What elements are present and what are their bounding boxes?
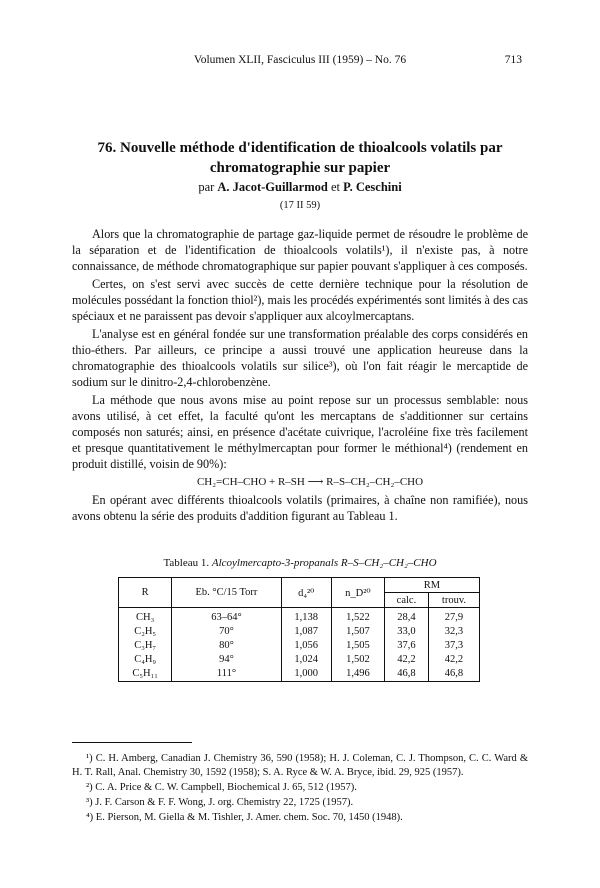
and-word: et [330, 180, 340, 194]
table-cell: 1,496 [331, 667, 384, 682]
column-header: Eb. °C/15 Torr [172, 578, 281, 608]
table-cell: 80° [172, 639, 281, 653]
table-cell: 42,2 [384, 653, 428, 667]
table-cell: 1,505 [331, 639, 384, 653]
table-label: Tableau 1. [163, 557, 210, 569]
author-name: A. Jacot-Guillarmod [217, 180, 328, 194]
column-header: d₄²⁰ [281, 578, 331, 608]
footnote: ³) J. F. Carson & F. F. Wong, J. org. Chemistry 22, 1725 (1957). [86, 797, 354, 808]
paragraph: Certes, on s'est servi avec succès de cette dernière technique pour la résolution de molécules possédant la fonction thiol²), mais les procédés expérimentés sont limités à des cas spéciaux et ne paraissent pas devoir s'appliquer aux alcoylmercaptans. [72, 277, 528, 323]
data-table [118, 577, 480, 682]
table-cell: 28,4 [384, 608, 428, 626]
author-line [70, 180, 530, 195]
table-cell: 1,024 [281, 653, 331, 667]
column-header: calc. [384, 593, 428, 608]
footnote-divider [72, 742, 192, 743]
column-header: trouv. [428, 593, 479, 608]
article-title: 76. Nouvelle méthode d'identification de thioalcools volatils par chromatographie sur papier [97, 140, 503, 176]
table-cell: 1,000 [281, 667, 331, 682]
table-cell: C₂H₅ [119, 625, 172, 639]
table-row [119, 653, 480, 667]
table-cell: 1,502 [331, 653, 384, 667]
table-cell: C₅H₁₁ [119, 667, 172, 682]
table-cell: 1,522 [331, 608, 384, 626]
table-cell: 1,087 [281, 625, 331, 639]
paragraph: En opérant avec différents thioalcools volatils (primaires, à chaîne non ramifiée), nous avons obtenu la série des produits d'addition figurant au Tableau 1. [72, 493, 528, 523]
table-cell: 46,8 [428, 667, 479, 682]
table-cell: 1,138 [281, 608, 331, 626]
reaction-equation: CH₂=CH–CHO + R–SH ⟶ R–S–CH₂–CH₂–CHO [196, 476, 424, 488]
column-header: n_D²⁰ [331, 578, 384, 608]
page-number: 713 [504, 54, 522, 66]
table-cell: 94° [172, 653, 281, 667]
volume-info: Volumen XLII, Fasciculus III (1959) – No. 76 [193, 54, 407, 66]
table-row [119, 667, 480, 682]
table-row [119, 639, 480, 653]
table-cell: 37,3 [428, 639, 479, 653]
table-row [119, 608, 480, 626]
author-name: P. Ceschini [343, 180, 402, 194]
table-cell: CH₃ [119, 608, 172, 626]
column-header: R [119, 578, 172, 608]
paragraph: Alors que la chromatographie de partage gaz-liquide permet de résoudre le problème de la séparation et de l'identification de thioalcools volatils¹), il n'existe pas, à notre connaissance, de méthode chromatographique sur papier pouvant s'appliquer à ces composés. [72, 227, 528, 273]
article-body [72, 226, 528, 526]
table-title: Alcoylmercapto-3-propanals R–S–CH₂–CH₂–CHO [211, 557, 437, 569]
table-cell: 27,9 [428, 608, 479, 626]
table-cell: 46,8 [384, 667, 428, 682]
table-cell: 111° [172, 667, 281, 682]
table-cell: C₃H₇ [119, 639, 172, 653]
paragraph: La méthode que nous avons mise au point repose sur un processus semblable: nous avons utilisé, à cet effet, la faculté qu'ont les mercaptans de s'additionner sur certains composés non saturés; ainsi, en présence d'acétate cuivrique, l'acroléine fixe très facilement et presque quantitativement le méthylmercaptan pour former le méthional⁴) (rendement en produit distillé, voisin de 90%): [72, 393, 528, 471]
table-cell: 70° [172, 625, 281, 639]
table-caption [70, 557, 530, 569]
table-cell: 1,507 [331, 625, 384, 639]
footnotes [72, 752, 528, 826]
received-date: (17 II 59) [279, 200, 321, 211]
table-cell: 32,3 [428, 625, 479, 639]
table-cell: 1,056 [281, 639, 331, 653]
paragraph: L'analyse est en général fondée sur une transformation préalable des corps considérés en thio-éthers. Par ailleurs, ce principe a aussi trouvé une application heureuse dans la chromatographie des thioalcools volatils sur silice³), où l'on fait réagir le mercaptide de sodium sur le dinitro-2,4-chlorobenzène. [72, 327, 528, 389]
column-header: RM [384, 578, 479, 593]
table-cell: 63–64° [172, 608, 281, 626]
table-cell: C₄H₉ [119, 653, 172, 667]
footnote: ²) C. A. Price & C. W. Campbell, Biochemical J. 65, 512 (1957). [86, 782, 357, 793]
footnote: ¹) C. H. Amberg, Canadian J. Chemistry 36, 590 (1958); H. J. Coleman, C. J. Thompson, C. C. Ward & H. T. Rall, Anal. Chemistry 30, 1592 (1958); S. A. Ryce & W. A. Bryce, ibid. 29, 925 (1957). [72, 753, 528, 778]
table-cell: 37,6 [384, 639, 428, 653]
table-cell: 42,2 [428, 653, 479, 667]
by-word: par [198, 180, 215, 194]
table-cell: 33,0 [384, 625, 428, 639]
table-row [119, 625, 480, 639]
footnote: ⁴) E. Pierson, M. Giella & M. Tishler, J. Amer. chem. Soc. 70, 1450 (1948). [86, 812, 403, 823]
